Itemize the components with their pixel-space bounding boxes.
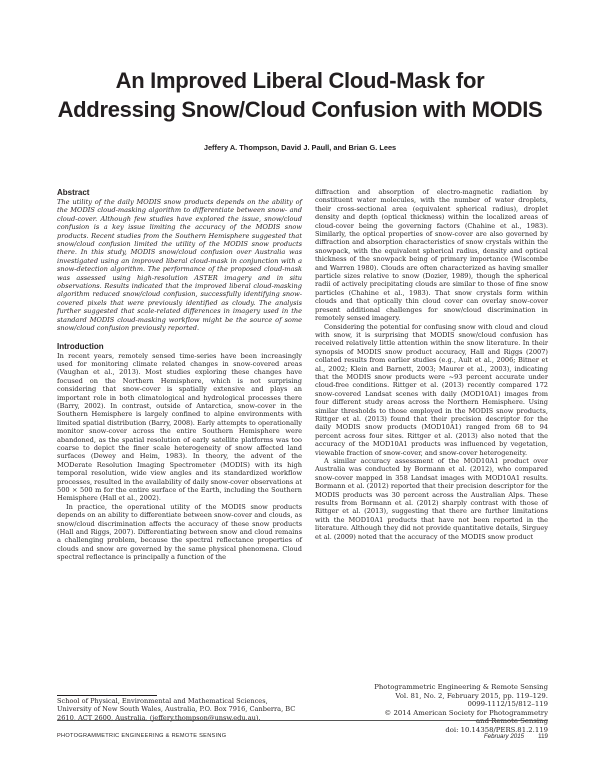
journal-line: Photogrammetric Engineering & Remote Sensing (374, 683, 548, 691)
author-affiliation: School of Physical, Environmental and Mathematical Sciences, University of New South Wales, Australia, P.O. Box 7916, Canberra, BC 2610, ACT 2600, Australia, (jeffery.thompson@unsw.edu.au). (57, 697, 296, 722)
author-list: Jeffery A. Thompson, David J. Paull, and Brian G. Lees (203, 143, 397, 152)
journal-line: and Remote Sensing (476, 717, 548, 726)
intro-paragraph-2: In practice, the operational utility of the MODIS snow products depends on an ability to differentiate between snow-cover and clouds, as snow/cloud discrimination affects the accuracy of these snow products (Hall and Riggs, 2007). Differentiating between snow and cloud remains a challenging problem, because the spectral reflectance properties of clouds and snow are governed by the same physical phenomena. Cloud spectral reflectance is principally a function of the (57, 502, 302, 562)
page-number: 119 (538, 733, 548, 740)
right-column (315, 188, 548, 541)
journal-line: 0099-1112/15/812–119 (467, 700, 548, 709)
journal-line: doi: 10.14358/PERS.81.2.119 (445, 725, 548, 734)
body-paragraph-1: diffraction and absorption of electro-magnetic radiation by constituent water molecules, with the number of water droplets, their cross-sectional area (equivalent spherical radius), droplet density and depth (optical thickness) within the localized areas of cloud-cover being the governing factors (Chahine et al., 1983). Similarly, the optical properties of snow-cover are also governed by diffraction and absorption characteristics of snow crystals within the snowpack, with the equivalent spherical radius, density and optical thickness of the snowpack being of primary importance (Wiscombe and Warren 1980). Clouds are often characterized as having smaller particle sizes relative to snow (Dozier, 1989), though the spherical radii of actively precipitating clouds are similar to those of fine snow particles (Chahine et al., 1983). That snow crystals form within clouds and that optically thin cloud cover can overlay snow-cover present additional challenges for snow/cloud discrimination in remotely sensed imagery. (315, 188, 548, 323)
title-line-1: An Improved Liberal Cloud-Mask for (115, 68, 485, 93)
footnote-divider (57, 695, 157, 696)
body-paragraph-2: Considering the potential for confusing snow with cloud and cloud with snow, it is surprising that MODIS snow/cloud confusion has received relatively little attention within the snow literature. In their synopsis of MODIS snow product accuracy, Hall and Riggs (2007) collated results from earlier studies (e.g., Ault et al., 2006; Bitner et al., 2002; Klein and Barnett, 2003; Maurer et al., 2003), indicating that the MODIS snow products were ~93 percent accurate under cloud-free conditions. Rittger et al. (2013) recently compared 172 snow-covered Landsat scenes with daily (MOD10A1) images from four different study areas across the Northern Hemisphere. Using similar thresholds to those employed in the MODIS snow products, Rittger et al. (2013) found that their precision descriptor for the daily MODIS snow products (MOD10A1) ranged from 68 to 94 percent across four sites. Rittger et al. (2013) also noted that the accuracy of the MOD10A1 products was influenced by vegetation, viewable fraction of snow-cover, and snow-cover heterogeneity. (315, 322, 548, 457)
journal-line: © 2014 American Society for Photogrammetry (384, 708, 548, 717)
paper-title (40, 66, 560, 124)
intro-paragraph-1: In recent years, remotely sensed time-series have been increasingly used for monitoring climate related changes in snow-covered areas (Vaughan et al., 2013). Most studies exploring these changes have focused on the Northern Hemisphere, which is not surprising considering that snow-cover is spatially extensive and plays an important role in both climatological and hydrological processes there (Barry, 2002). In contrast, outside of Antarctica, snow-cover in the Southern Hemisphere is largely confined to alpine environments with limited spatial distribution (Barry, 2008). Early attempts to operationally monitor snow-cover across the entire Southern Hemisphere were abandoned, as the spatial resolution of early satellite platforms was too coarse to depict the finer scale heterogeneity of snow affected land surfaces (Dewey and Heim, 1983). In theory, the advent of the MODerate Resolution Imaging Spectrometer (MODIS) with its high temporal resolution, wide view angles and its standardized workflow processes, resulted in the availability of daily snow-cover observations at 500 × 500 m for the entire surface of the Earth, including the Southern Hemisphere (Hall et al., 2002). (57, 351, 302, 503)
abstract-text: The utility of the daily MODIS snow products depends on the ability of the MODIS cloud-masking algorithm to differentiate between snow- and cloud-cover. Although few studies have explored the issue, snow/cloud confusion is a key issue limiting the accuracy of the MODIS snow products. Recent studies from the Southern Hemisphere suggested that snow/cloud confusion limited the utility of the MODIS snow products there. In this study, MODIS snow/cloud confusion over Australia was investigated using an improved liberal cloud-mask in conjunction with a snow-detection algorithm. The performance of the proposed cloud-mask was assessed using high-resolution ASTER imagery and in situ observations. Results indicated that the improved liberal cloud-masking algorithm reduced snow/cloud confusion, successfully identifying snow-covered pixels that were previously identified as cloudy. The analysis further suggested that scale-related differences in imagery used in the standard MODIS cloud-masking workflow might be the source of some snow/cloud confusion previously reported. (57, 198, 302, 333)
footer-divider (57, 720, 548, 721)
footer-page-info (440, 733, 548, 740)
abstract-heading: Abstract (57, 188, 90, 197)
journal-line: Vol. 81, No. 2, February 2015, pp. 119–129. (395, 691, 548, 700)
title-line-2: Addressing Snow/Cloud Confusion with MODIS (57, 97, 543, 122)
body-paragraph-3: A similar accuracy assessment of the MOD10A1 product over Australia was conducted by Bormann et al. (2012), who compared snow-cover mapped in 358 Landsat images with MOD10A1 results. Bormann et al. (2012) reported that their precision descriptor for the MODIS products was 30 percent across the Australian Alps. These results from Bormann et al. (2012) sharply contrast with those of Rittger et al. (2013), suggesting that there are further limitations with the MOD10A1 products that have not been reported in the literature. Although they did not provide quantitative details, Sirguey et al. (2009) noted that the accuracy of the MODIS snow product (315, 457, 549, 541)
left-column (57, 188, 302, 562)
journal-citation (360, 683, 548, 735)
footer-journal-name: PHOTOGRAMMETRIC ENGINEERING & REMOTE SENSING (57, 733, 227, 739)
footer-date: February 2015 (483, 733, 525, 740)
introduction-heading: Introduction (57, 341, 104, 351)
